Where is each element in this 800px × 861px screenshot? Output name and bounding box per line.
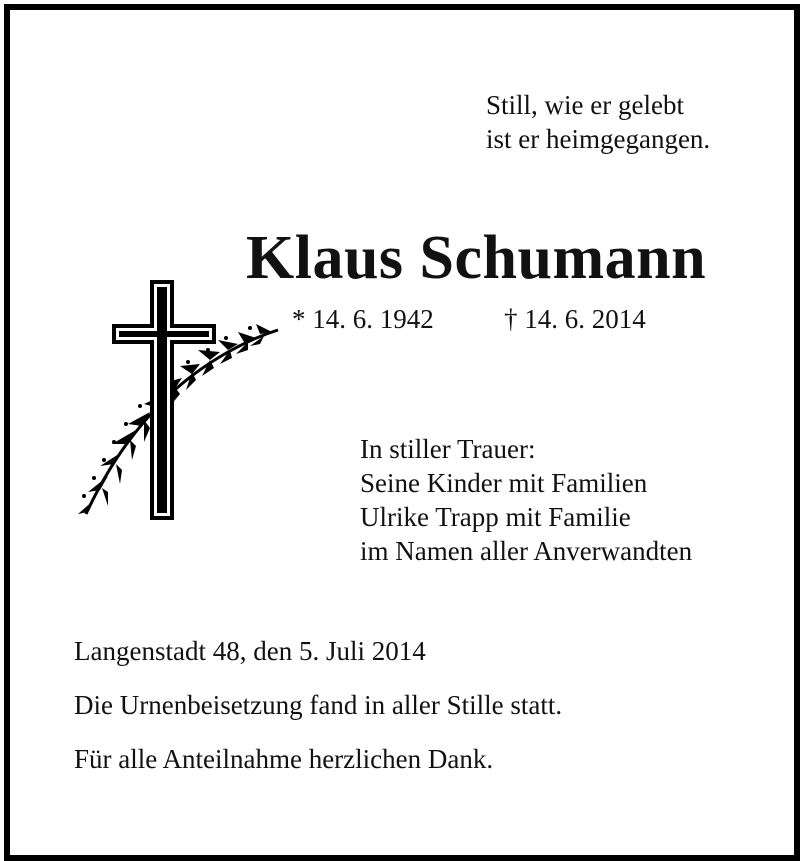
motto-line-1: Still, wie er gelebt [486,90,684,120]
birth-date: * 14. 6. 1942 [292,304,434,334]
place-date: Langenstadt 48, den 5. Juli 2014 [74,636,426,666]
mourners-line-3: im Namen aller Anverwandten [360,536,693,566]
mourners-line-2: Ulrike Trapp mit Familie [360,502,631,532]
mourners-block [360,432,692,568]
thanks-note: Für alle Anteilnahme herzlichen Dank. [74,744,494,774]
motto [486,88,710,156]
deceased-name: Klaus Schumann [246,224,707,292]
burial-note: Die Urnenbeisetzung fand in aller Stille statt. [74,690,563,720]
cross-icon [112,280,216,520]
death-date: † 14. 6. 2014 [504,304,646,334]
mourners-line-1: Seine Kinder mit Familien [360,468,648,498]
memorial-artwork [50,278,290,528]
motto-line-2: ist er heimgegangen. [486,124,711,154]
palm-branch-icon [78,324,278,514]
mourners-heading: In stiller Trauer: [360,434,536,464]
